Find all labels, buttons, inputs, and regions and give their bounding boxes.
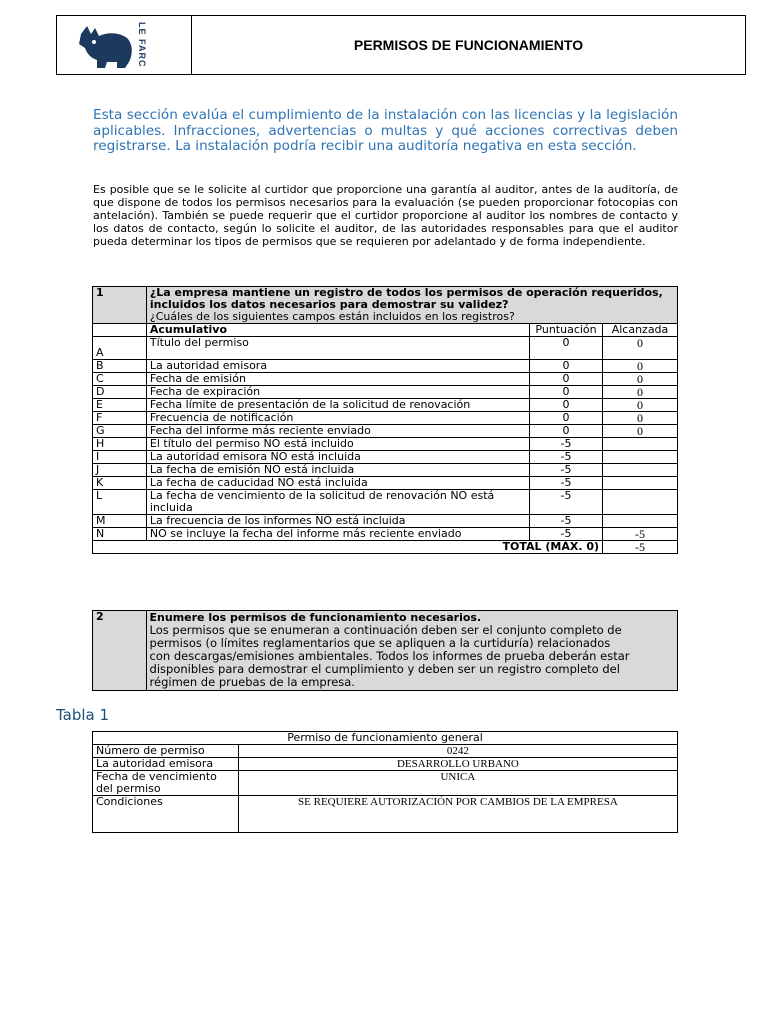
question-bold: ¿La empresa mantiene un registro de todos los permisos de operación requeridos, incluidos los datos necesarios para demostrar su validez? — [149, 286, 663, 311]
total-value: -5 — [603, 541, 678, 554]
row-criterion: Título del permiso — [146, 337, 529, 360]
total-row — [93, 541, 678, 554]
row-criterion: NO se incluye la fecha del informe más reciente enviado — [146, 528, 529, 541]
row-points: -5 — [530, 438, 603, 451]
table-row — [93, 771, 678, 796]
permit-table-heading: Permiso de funcionamiento general — [93, 732, 678, 745]
column-header-points: Puntuación — [530, 324, 603, 337]
row-letter: B — [93, 360, 147, 373]
question-body: Los permisos que se enumeran a continuación deben ser el conjunto completo de permisos (o límites reglamentarios que se apliquen a la curtiduría) relacionados con descargas/emisiones ambientales. Todos los informes de prueba deberán estar disponibles para demostrar el cumplimiento y deben ser un registro completo del régimen de pruebas de la empresa. — [149, 623, 630, 689]
table-row — [93, 758, 678, 771]
row-points: 0 — [530, 337, 603, 360]
table-row — [93, 337, 678, 360]
row-letter: G — [93, 425, 147, 438]
row-letter: E — [93, 399, 147, 412]
question-1-table — [92, 286, 678, 554]
document-header — [56, 15, 746, 75]
row-points: -5 — [530, 515, 603, 528]
row-criterion: Fecha límite de presentación de la solicitud de renovación — [146, 399, 529, 412]
row-points: 0 — [530, 373, 603, 386]
row-achieved: 0 — [603, 425, 678, 438]
row-points: 0 — [530, 399, 603, 412]
row-criterion: La fecha de vencimiento de la solicitud de renovación NO está incluida — [146, 490, 529, 515]
row-points: -5 — [530, 477, 603, 490]
row-points: 0 — [530, 425, 603, 438]
row-achieved — [603, 451, 678, 464]
body-paragraph: Es posible que se le solicite al curtidor que proporcione una garantía al auditor, antes de la auditoría, de que dispone de todos los permisos necesarios para la evaluación (se pueden proporcionar fotocopias con antelación). También se puede requerir que el curtidor proporcione al auditor los nombres de contacto y los datos de contacto, según lo solicite el auditor, de las autoridades responsables para que el auditor pueda determinar los tipos de permisos que se requieren por adelantado y de forma independiente. — [93, 183, 678, 248]
table-row — [93, 399, 678, 412]
row-points: 0 — [530, 412, 603, 425]
row-criterion: La fecha de emisión NO está incluida — [146, 464, 529, 477]
row-achieved — [603, 438, 678, 451]
permit-table — [92, 731, 678, 833]
row-letter: N — [93, 528, 147, 541]
table-row — [93, 490, 678, 515]
row-points: -5 — [530, 528, 603, 541]
question-sub: ¿Cuáles de los siguientes campos están incluidos en los registros? — [149, 310, 515, 323]
row-letter: L — [93, 490, 147, 515]
row-achieved: 0 — [603, 412, 678, 425]
row-letter: C — [93, 373, 147, 386]
brand-name: LE FARC — [137, 22, 147, 68]
row-achieved — [603, 464, 678, 477]
table-caption: Tabla 1 — [56, 706, 110, 724]
table-row — [93, 425, 678, 438]
row-letter: D — [93, 386, 147, 399]
question-number: 2 — [93, 611, 147, 691]
row-achieved: 0 — [603, 386, 678, 399]
permit-field-value: UNICA — [238, 771, 677, 796]
table-row — [93, 477, 678, 490]
row-achieved: -5 — [603, 528, 678, 541]
table-row — [93, 412, 678, 425]
row-criterion: Fecha de expiración — [146, 386, 529, 399]
table-row — [93, 745, 678, 758]
row-achieved: 0 — [603, 399, 678, 412]
rhino-logo-icon — [77, 22, 135, 70]
row-letter: J — [93, 464, 147, 477]
intro-text: Esta sección evalúa el cumplimiento de la instalación con las licencias y la legislación aplicables. Infracciones, advertencias o multas y qué acciones correctivas deben registrarse. La instalación podría recibir una auditoría negativa en esta sección. — [93, 107, 678, 154]
permit-field-value: DESARROLLO URBANO — [238, 758, 677, 771]
row-achieved — [603, 477, 678, 490]
question-text — [146, 287, 677, 324]
row-letter: F — [93, 412, 147, 425]
row-criterion: Fecha de emisión — [146, 373, 529, 386]
permit-field-label: La autoridad emisora — [93, 758, 239, 771]
row-criterion: Fecha del informe más reciente enviado — [146, 425, 529, 438]
row-achieved: 0 — [603, 360, 678, 373]
logo-cell — [57, 16, 192, 74]
row-achieved: 0 — [603, 373, 678, 386]
permit-field-label: Número de permiso — [93, 745, 239, 758]
table-row — [93, 528, 678, 541]
row-letter: A — [93, 337, 147, 360]
row-criterion: La autoridad emisora NO está incluida — [146, 451, 529, 464]
table-row — [93, 451, 678, 464]
table-row — [93, 360, 678, 373]
permit-field-value: 0242 — [238, 745, 677, 758]
question-number: 1 — [93, 287, 147, 324]
question-2-table — [92, 610, 678, 691]
table-row — [93, 373, 678, 386]
table-row — [93, 438, 678, 451]
row-letter: M — [93, 515, 147, 528]
row-achieved — [603, 490, 678, 515]
row-points: -5 — [530, 451, 603, 464]
page-title: PERMISOS DE FUNCIONAMIENTO — [353, 37, 584, 53]
permit-field-label: Fecha de vencimiento del permiso — [93, 771, 239, 796]
row-achieved: 0 — [603, 337, 678, 360]
permit-field-value: SE REQUIERE AUTORIZACIÓN POR CAMBIOS DE LA EMPRESA — [238, 796, 677, 833]
row-letter: I — [93, 451, 147, 464]
row-criterion: Frecuencia de notificación — [146, 412, 529, 425]
table-row — [93, 515, 678, 528]
table-row — [93, 796, 678, 833]
question-title: Enumere los permisos de funcionamiento necesarios. — [149, 611, 482, 624]
table-row — [93, 386, 678, 399]
row-points: -5 — [530, 490, 603, 515]
total-label: TOTAL (MÁX. 0) — [93, 541, 603, 554]
row-letter: H — [93, 438, 147, 451]
row-points: -5 — [530, 464, 603, 477]
table-row — [93, 464, 678, 477]
row-achieved — [603, 515, 678, 528]
row-criterion: La fecha de caducidad NO está incluida — [146, 477, 529, 490]
row-criterion: La frecuencia de los informes NO está incluida — [146, 515, 529, 528]
row-criterion: El título del permiso NO está incluido — [146, 438, 529, 451]
row-letter: K — [93, 477, 147, 490]
permit-field-label: Condiciones — [93, 796, 239, 833]
question-text — [146, 611, 677, 691]
column-header-label: Acumulativo — [146, 324, 529, 337]
row-points: 0 — [530, 360, 603, 373]
column-header-achieved: Alcanzada — [603, 324, 678, 337]
row-points: 0 — [530, 386, 603, 399]
row-criterion: La autoridad emisora — [146, 360, 529, 373]
